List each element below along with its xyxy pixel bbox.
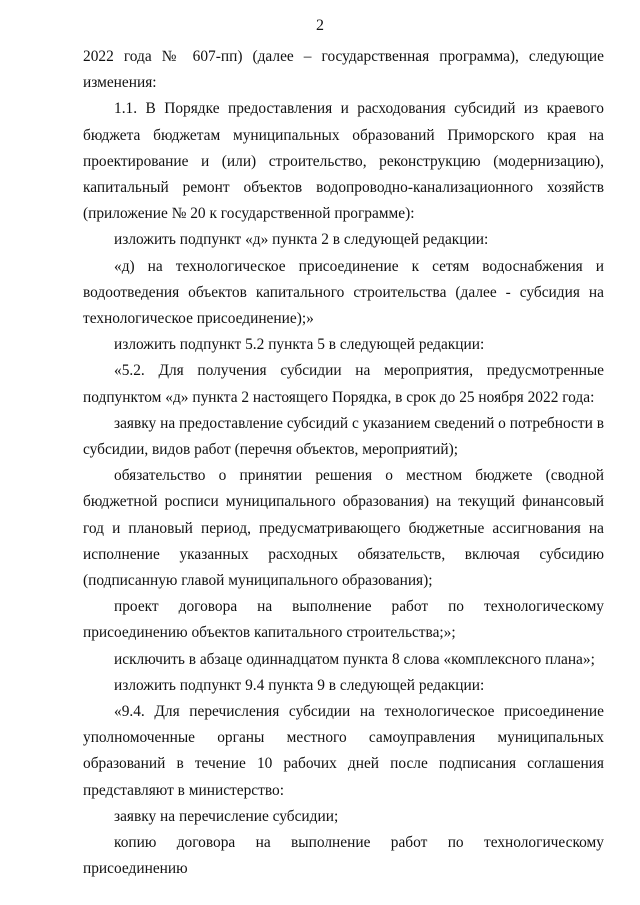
page-number: 2 (316, 17, 324, 34)
document-body (83, 44, 604, 883)
paragraph-9-4-text: «9.4. Для перечисления субсидии на технологическое присоединение уполномоченные органы местного самоуправления муниципальных образований в течение 10 рабочих дней после подписания соглашения представляют в министерство: (83, 703, 604, 799)
paragraph-draft-contract: проект договора на выполнение работ по технологическому присоединению объектов капитального строительства;»; (83, 598, 604, 642)
paragraph-amend-5-2: изложить подпункт 5.2 пункта 5 в следующей редакции: (114, 336, 485, 354)
paragraph-5-2-text: «5.2. Для получения субсидии на мероприятия, предусмотренные подпунктом «д» пункта 2 настоящего Порядка, в срок до 25 ноября 2022 года: (83, 362, 604, 406)
paragraph-1-1-heading: 1.1. В Порядке предоставления и расходования субсидий из краевого бюджета бюджетам муниципальных образований Приморского края на проектирование и (или) строительство, реконструкцию (модернизацию), капитальный ремонт объектов водопроводно-канализационного хозяйств (приложение № 20 к государственной программе): (83, 100, 604, 223)
paragraph-obligation: обязательство о принятии решения о местном бюджете (сводной бюджетной росписи муниципального образования) на текущий финансовый год и плановый период, предусматривающего бюджетные ассигнования на исполнение указанных расходных обязательств, включая субсидию (подписанную главой муниципального образования); (83, 467, 604, 590)
paragraph-intro-continuation: 2022 года № 607-пп) (далее – государственная программа), следующие изменения: (83, 48, 604, 92)
paragraph-amend-9-4: изложить подпункт 9.4 пункта 9 в следующей редакции: (114, 676, 485, 694)
paragraph-amend-subitem-d: изложить подпункт «д» пункта 2 в следующей редакции: (114, 231, 489, 249)
paragraph-subitem-d-text: «д) на технологическое присоединение к сетям водоснабжения и водоотведения объектов капитального строительства (далее - субсидия на технологическое присоединение);» (83, 257, 604, 328)
paragraph-application: заявку на предоставление субсидий с указанием сведений о потребности в субсидии, видов работ (перечня объектов, мероприятий); (83, 414, 604, 459)
paragraph-contract-copy: копию договора на выполнение работ по технологическому присоединению (83, 834, 604, 878)
paragraph-transfer-application: заявку на перечисление субсидии; (114, 807, 339, 825)
paragraph-exclude-words: исключить в абзаце одиннадцатом пункта 8 слова «комплексного плана»; (114, 650, 595, 668)
